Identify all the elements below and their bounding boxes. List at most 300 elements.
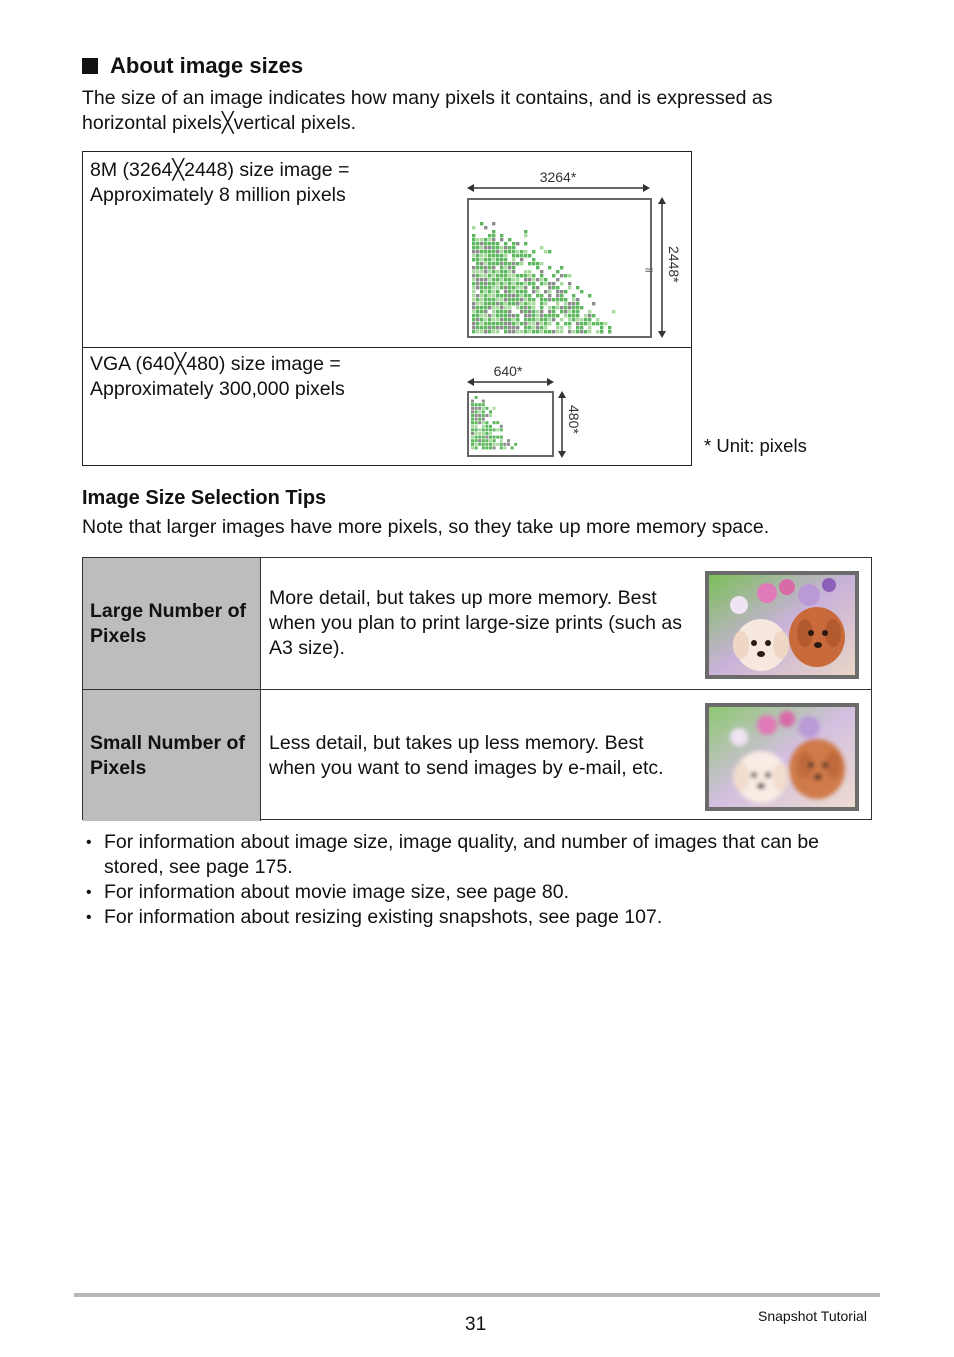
8m-size-line2: Approximately 8 million pixels: [90, 184, 346, 206]
pixel-square: [528, 294, 531, 297]
pixel-square: [500, 234, 503, 237]
pixel-square: [488, 298, 491, 301]
pixel-square: [476, 254, 479, 257]
pixel-square: [500, 318, 503, 321]
pixel-square: [476, 282, 479, 285]
pixel-square: [484, 226, 487, 229]
pixel-square: [475, 443, 478, 446]
pixel-square: [548, 330, 551, 333]
pixel-square: [496, 318, 499, 321]
pixel-square: [584, 318, 587, 321]
pixel-square: [600, 326, 603, 329]
pixel-square: [492, 262, 495, 265]
pixel-square: [493, 446, 496, 449]
pixel-square: [544, 290, 547, 293]
pixel-square: [478, 403, 481, 406]
pixel-square: [472, 258, 475, 261]
pixel-square: [548, 298, 551, 301]
pixel-square: [504, 262, 507, 265]
pixel-square: [482, 400, 485, 403]
pixel-square: [528, 278, 531, 281]
pixel-square: [548, 286, 551, 289]
pixel-square: [524, 278, 527, 281]
vga-pixel-diagram: [458, 357, 582, 465]
pixel-square: [560, 326, 563, 329]
pixel-square: [471, 436, 474, 439]
pixel-square: [471, 400, 474, 403]
pixel-square: [572, 306, 575, 309]
pixel-square: [552, 318, 555, 321]
pixel-square: [576, 314, 579, 317]
pixel-square: [572, 310, 575, 313]
size-box-divider: [83, 347, 691, 348]
pixel-square: [520, 274, 523, 277]
pixel-square: [476, 286, 479, 289]
pixel-square: [580, 326, 583, 329]
pixel-square: [508, 314, 511, 317]
pixel-square: [528, 306, 531, 309]
pixel-square: [489, 436, 492, 439]
pixel-square: [480, 282, 483, 285]
pixel-square: [488, 306, 491, 309]
info-bullet-list: [86, 830, 876, 930]
pixel-square: [500, 302, 503, 305]
pixel-square: [492, 298, 495, 301]
pixel-square: [475, 432, 478, 435]
pixel-square: [532, 298, 535, 301]
pixel-square: [475, 428, 478, 431]
pixel-square: [524, 230, 527, 233]
pixel-square: [560, 282, 563, 285]
pixel-square: [475, 446, 478, 449]
pixel-square: [488, 262, 491, 265]
pixel-square: [540, 246, 543, 249]
pixel-square: [576, 306, 579, 309]
pixel-square: [488, 294, 491, 297]
pixel-square: [512, 322, 515, 325]
pixel-square: [584, 330, 587, 333]
pixel-square: [572, 302, 575, 305]
pixel-square: [524, 298, 527, 301]
pixel-square: [512, 294, 515, 297]
pixel-square: [475, 407, 478, 410]
pixel-square: [504, 258, 507, 261]
pixel-square: [476, 242, 479, 245]
pixel-square: [496, 286, 499, 289]
pixel-square: [478, 418, 481, 421]
pixel-square: [507, 443, 510, 446]
page-number: 31: [465, 1314, 487, 1335]
pixel-square: [488, 282, 491, 285]
row-description-small: Less detail, but takes up less memory. Best when you want to send images by e-mail, etc.: [269, 731, 664, 779]
unit-note: * Unit: pixels: [704, 435, 807, 456]
pixel-square: [472, 314, 475, 317]
pixel-square: [492, 254, 495, 257]
vga-size-caption: [90, 352, 345, 402]
pixel-square: [472, 326, 475, 329]
pixel-square: [560, 310, 563, 313]
pixel-square: [564, 290, 567, 293]
pixel-square: [512, 330, 515, 333]
pixel-square: [504, 282, 507, 285]
pixel-square: [524, 270, 527, 273]
8m-height-break-icon: ≈: [643, 263, 655, 277]
pixel-square: [524, 306, 527, 309]
pixel-square: [489, 432, 492, 435]
pixel-square: [471, 443, 474, 446]
pixel-square: [604, 322, 607, 325]
pixel-square: [548, 318, 551, 321]
footer-rule: [74, 1293, 880, 1297]
pixel-square: [512, 246, 515, 249]
pixel-square: [608, 330, 611, 333]
pixel-square: [512, 254, 515, 257]
pixel-square: [475, 421, 478, 424]
pixel-square: [540, 322, 543, 325]
pixel-square: [476, 322, 479, 325]
pixel-square: [500, 266, 503, 269]
pixel-square: [508, 302, 511, 305]
pixel-square: [476, 298, 479, 301]
pixel-square: [544, 326, 547, 329]
pixel-square: [568, 330, 571, 333]
pixel-square: [476, 306, 479, 309]
pixel-square: [524, 254, 527, 257]
pixel-square: [480, 262, 483, 265]
pixel-square: [532, 286, 535, 289]
pixel-square: [520, 294, 523, 297]
tips-note: Note that larger images have more pixels, so they take up more memory space.: [82, 516, 770, 538]
pixel-square: [536, 330, 539, 333]
pixel-square: [552, 314, 555, 317]
pixel-square: [512, 302, 515, 305]
pixel-square: [496, 314, 499, 317]
pixel-square: [520, 262, 523, 265]
pixel-square: [520, 286, 523, 289]
pixel-square: [480, 274, 483, 277]
pixel-square: [476, 278, 479, 281]
pixel-square: [516, 326, 519, 329]
pixel-square: [500, 310, 503, 313]
pixel-square: [576, 322, 579, 325]
pixel-square: [482, 418, 485, 421]
pixel-square: [496, 330, 499, 333]
pixel-square: [524, 234, 527, 237]
pixel-square: [472, 274, 475, 277]
pixel-square: [580, 290, 583, 293]
pixel-square: [516, 286, 519, 289]
row-label-large: Large Number of Pixels: [83, 558, 261, 689]
pixel-square: [485, 414, 488, 417]
pixel-square: [492, 290, 495, 293]
pixel-square: [512, 250, 515, 253]
pixel-square: [484, 302, 487, 305]
pixel-square: [476, 314, 479, 317]
section-title: About image sizes: [110, 53, 304, 78]
pixel-square: [472, 322, 475, 325]
pixel-square: [500, 274, 503, 277]
pixel-square: [524, 282, 527, 285]
vga-width-label: 640*: [493, 363, 523, 379]
pixel-square: [556, 298, 559, 301]
pixel-square: [504, 298, 507, 301]
pixel-square: [488, 322, 491, 325]
pixel-square: [580, 330, 583, 333]
pixel-square: [482, 439, 485, 442]
pixel-square: [588, 318, 591, 321]
pixel-square: [552, 282, 555, 285]
pixel-square: [524, 274, 527, 277]
pixel-square: [492, 242, 495, 245]
pixel-square: [482, 425, 485, 428]
pixel-square: [528, 298, 531, 301]
pixel-square: [556, 278, 559, 281]
pixel-square: [480, 222, 483, 225]
pixel-square: [556, 270, 559, 273]
pixel-square: [472, 330, 475, 333]
pixel-square: [476, 262, 479, 265]
pixel-square: [540, 318, 543, 321]
pixel-square: [482, 407, 485, 410]
pixel-square: [520, 330, 523, 333]
pixel-square: [488, 234, 491, 237]
pixel-square: [560, 318, 563, 321]
pixel-square: [500, 298, 503, 301]
pixel-square: [516, 318, 519, 321]
pixel-square: [480, 286, 483, 289]
pixel-square: [484, 262, 487, 265]
pixel-square: [488, 302, 491, 305]
pixel-square: [544, 250, 547, 253]
pixel-square: [496, 302, 499, 305]
pixel-square: [500, 314, 503, 317]
pixel-square: [480, 302, 483, 305]
pixel-square: [572, 294, 575, 297]
pixel-square: [524, 322, 527, 325]
pixel-square: [492, 310, 495, 313]
pixel-square: [516, 262, 519, 265]
pixel-square: [485, 439, 488, 442]
pixel-square: [476, 274, 479, 277]
pixel-square: [496, 278, 499, 281]
pixel-square: [544, 322, 547, 325]
pixel-square: [485, 421, 488, 424]
pixel-square: [480, 238, 483, 241]
pixel-square: [504, 322, 507, 325]
pixel-square: [548, 314, 551, 317]
pixel-square: [482, 421, 485, 424]
pixel-square: [492, 286, 495, 289]
pixel-square: [492, 238, 495, 241]
pixel-square: [564, 306, 567, 309]
pixel-square: [508, 294, 511, 297]
pixel-square: [484, 318, 487, 321]
pixel-square: [496, 250, 499, 253]
pixel-square: [576, 302, 579, 305]
pixel-square: [489, 414, 492, 417]
pixel-square: [500, 425, 503, 428]
pixel-square: [560, 330, 563, 333]
pixel-square: [504, 318, 507, 321]
pixel-square: [472, 250, 475, 253]
pixel-square: [572, 298, 575, 301]
pixel-square: [528, 274, 531, 277]
pixel-square: [528, 322, 531, 325]
pixel-square: [588, 310, 591, 313]
pixel-square: [485, 428, 488, 431]
pixel-square: [504, 266, 507, 269]
pixel-square: [488, 258, 491, 261]
pixel-square: [548, 322, 551, 325]
pixel-square: [478, 407, 481, 410]
pixel-square: [532, 258, 535, 261]
pixel-square: [540, 306, 543, 309]
pixel-square: [540, 262, 543, 265]
pixel-square: [482, 410, 485, 413]
pixel-square: [492, 230, 495, 233]
pixel-square: [471, 428, 474, 431]
pixel-square: [496, 290, 499, 293]
pixel-square: [480, 326, 483, 329]
pixel-square: [476, 326, 479, 329]
section-heading: [82, 53, 303, 79]
pixel-square: [540, 326, 543, 329]
pixel-square: [484, 258, 487, 261]
pixel-square: [508, 274, 511, 277]
pixel-square: [493, 443, 496, 446]
pixel-square: [588, 294, 591, 297]
pixel-square: [484, 322, 487, 325]
pixel-square: [536, 266, 539, 269]
pixel-square: [500, 294, 503, 297]
pixel-square: [492, 306, 495, 309]
pixel-square: [552, 274, 555, 277]
pixel-square: [493, 421, 496, 424]
pixel-square: [489, 425, 492, 428]
pixel-square: [496, 298, 499, 301]
pixel-square: [540, 270, 543, 273]
pixel-square: [532, 262, 535, 265]
pixel-square: [500, 258, 503, 261]
pixel-square: [485, 425, 488, 428]
pixel-square: [536, 294, 539, 297]
pixel-square: [504, 254, 507, 257]
pixel-square: [568, 306, 571, 309]
pixel-square: [492, 302, 495, 305]
pixel-square: [532, 330, 535, 333]
pixel-square: [482, 403, 485, 406]
pixel-square: [476, 330, 479, 333]
pixel-square: [516, 306, 519, 309]
pixel-square: [484, 298, 487, 301]
pixel-square: [532, 274, 535, 277]
pixel-square: [496, 326, 499, 329]
pixel-square: [496, 322, 499, 325]
pixel-square: [524, 330, 527, 333]
pixel-square: [536, 278, 539, 281]
pixel-square: [478, 414, 481, 417]
tips-table: [82, 557, 872, 820]
pixel-square: [496, 258, 499, 261]
pixel-square: [572, 314, 575, 317]
pixel-square: [520, 282, 523, 285]
pixel-square: [540, 330, 543, 333]
pixel-square: [536, 286, 539, 289]
pixel-square: [504, 302, 507, 305]
pixel-square: [480, 318, 483, 321]
pixel-square: [472, 238, 475, 241]
vga-size-line1: VGA (640╳480) size image =: [90, 353, 341, 375]
pixel-square: [608, 326, 611, 329]
pixel-square: [482, 436, 485, 439]
pixel-square: [482, 414, 485, 417]
pixel-square: [524, 242, 527, 245]
pixel-square: [489, 428, 492, 431]
pixel-square: [492, 250, 495, 253]
pixel-square: [560, 306, 563, 309]
pixel-square: [536, 290, 539, 293]
pixel-square: [492, 270, 495, 273]
pixel-square: [484, 306, 487, 309]
pixel-square: [480, 314, 483, 317]
list-item: • For information about movie image size, see page 80.: [86, 880, 876, 905]
pixel-square: [524, 286, 527, 289]
pixel-square: [476, 250, 479, 253]
pixel-square: [496, 254, 499, 257]
pixel-square: [508, 298, 511, 301]
pixel-square: [528, 302, 531, 305]
pixel-square: [472, 242, 475, 245]
pixel-square: [472, 226, 475, 229]
pixel-square: [478, 436, 481, 439]
pixel-square: [520, 302, 523, 305]
pixel-square: [520, 250, 523, 253]
pixel-square: [540, 310, 543, 313]
pixel-square: [548, 250, 551, 253]
pixel-square: [560, 294, 563, 297]
pixel-square: [504, 242, 507, 245]
pixel-square: [528, 282, 531, 285]
pixel-square: [488, 290, 491, 293]
pixel-square: [493, 428, 496, 431]
pixel-square: [484, 238, 487, 241]
pixel-square: [476, 294, 479, 297]
8m-height-label: 2448*: [666, 246, 682, 283]
pixel-square: [576, 298, 579, 301]
pixel-square: [507, 439, 510, 442]
pixel-square: [552, 306, 555, 309]
pixel-square: [482, 432, 485, 435]
pixel-square: [544, 278, 547, 281]
pixel-square: [516, 282, 519, 285]
pixel-square: [485, 436, 488, 439]
pixel-square: [512, 270, 515, 273]
pixel-square: [484, 286, 487, 289]
pixel-square: [475, 439, 478, 442]
pixel-square: [480, 258, 483, 261]
pixel-square: [485, 432, 488, 435]
pixel-square: [488, 286, 491, 289]
image-size-comparison-box: [82, 151, 692, 466]
pixel-square: [576, 310, 579, 313]
pixel-square: [588, 330, 591, 333]
pixel-square: [508, 282, 511, 285]
pixel-square: [480, 250, 483, 253]
pixel-square: [476, 238, 479, 241]
row-description-large: More detail, but takes up more memory. Best when you plan to print large-size prints (such as A3 size).: [269, 587, 682, 659]
pixel-square: [492, 246, 495, 249]
row-label-small: Small Number of Pixels: [83, 690, 261, 821]
